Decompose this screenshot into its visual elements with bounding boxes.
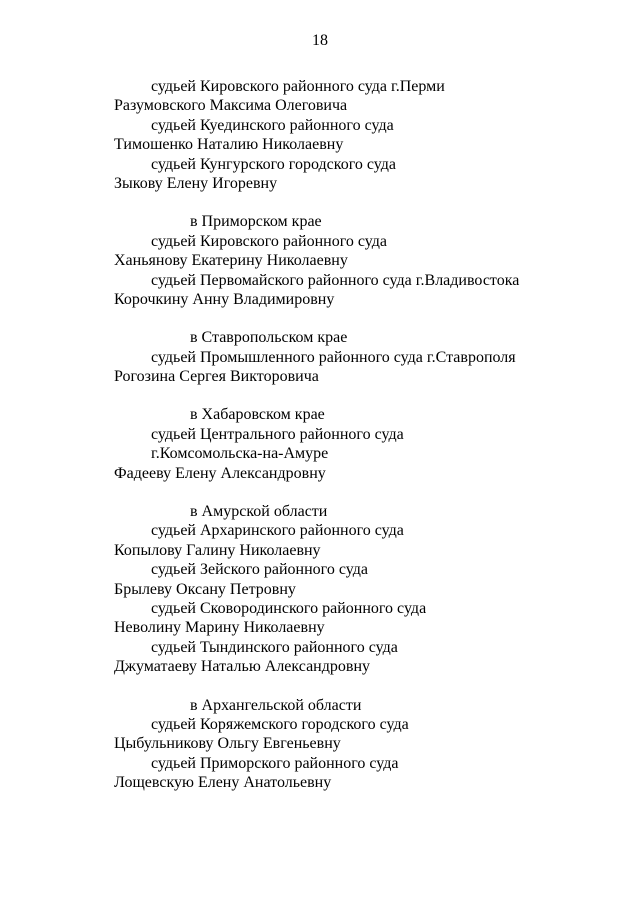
section-gap <box>0 309 640 328</box>
appointment-position: судьей Промышленного районного суда г.Ставрополя <box>151 348 516 366</box>
appointment-position: судьей Сковородинского районного суда <box>151 599 427 617</box>
appointee-name: Джуматаеву Наталью Александровну <box>114 658 370 676</box>
document-body <box>0 77 640 793</box>
appointee-name: Копылову Галину Николаевну <box>114 541 321 559</box>
appointment-position: судьей Коряжемского городского суда <box>151 715 409 733</box>
appointment-position: судьей Кунгурского городского суда <box>151 155 396 173</box>
appointee-name: Брылеву Оксану Петровну <box>114 580 296 598</box>
region-heading-stavropol: в Ставропольском крае <box>190 329 348 347</box>
region-heading-arkhangelsk: в Архангельской области <box>190 696 362 714</box>
appointment-position: судьей Тындинского районного суда <box>151 638 398 656</box>
appointee-name: Тимошенко Наталию Николаевну <box>114 136 344 154</box>
appointee-name: Корочкину Анну Владимировну <box>114 290 335 308</box>
section-gap <box>0 677 640 696</box>
appointee-name: Разумовского Максима Олеговича <box>114 97 348 115</box>
section-gap <box>0 193 640 212</box>
appointment-position: судьей Приморского районного суда <box>151 754 399 772</box>
section-gap <box>0 483 640 502</box>
appointee-name: Цыбульникову Ольгу Евгеньевну <box>114 735 341 753</box>
appointment-position: судьей Кировского районного суда <box>151 232 387 250</box>
appointment-position: судьей Зейского районного суда <box>151 561 368 579</box>
page-number: 18 <box>312 32 328 49</box>
region-heading-khabarovsk: в Хабаровском крае <box>190 406 325 424</box>
appointee-name: Рогозина Сергея Викторовича <box>114 368 319 386</box>
appointment-position: судьей Куединского районного суда <box>151 116 394 134</box>
region-heading-primorsky: в Приморском крае <box>190 213 322 231</box>
appointment-position: судьей Архаринского районного суда <box>151 522 404 540</box>
appointee-name: Зыкову Елену Игоревну <box>114 174 278 192</box>
appointee-name: Ханьянову Екатерину Николаевну <box>114 252 348 270</box>
appointee-name: Фадееву Елену Александровну <box>114 464 326 482</box>
region-heading-amur: в Амурской области <box>190 503 328 521</box>
appointee-name: Лощевскую Елену Анатольевну <box>114 774 332 792</box>
appointment-position: судьей Кировского районного суда г.Перми <box>151 78 445 95</box>
section-gap <box>0 386 640 405</box>
appointment-position-continued: г.Комсомольска-на-Амуре <box>151 445 329 463</box>
appointment-position: судьей Первомайского районного суда г.Владивостока <box>151 271 520 289</box>
appointee-name: Неволину Марину Николаевну <box>114 619 325 637</box>
appointment-position: судьей Центрального районного суда <box>151 425 404 443</box>
